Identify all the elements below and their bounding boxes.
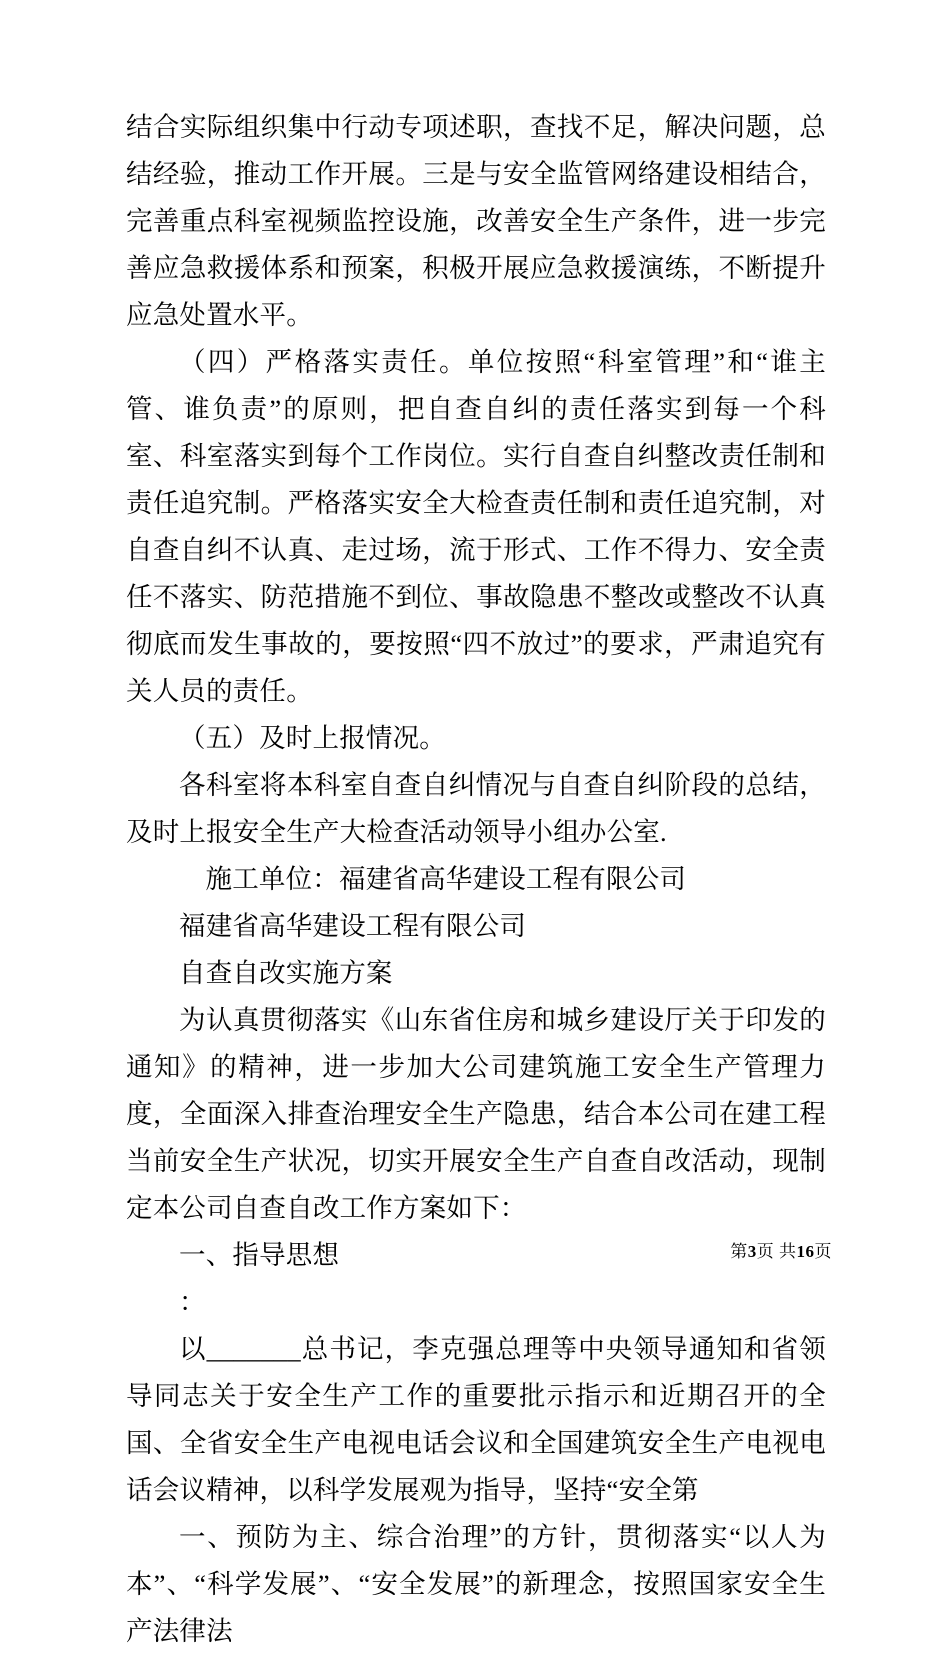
paragraph: （四）严格落实责任。单位按照“科室管理”和“谁主管、谁负责”的原则，把自查自纠的责任落实到每一个科室、科室落实到每个工作岗位。实行自查自纠整改责任制和责任追究制。严格落实安全大检查责任制和责任追究制，对自查自纠不认真、走过场，流于形式、工作不得力、安全责任不落实、防范措施不到位、事故隐患不整改或整改不认真彻底而发生事故的，要按照“四不放过”的要求，严肃追究有关人员的责任。 [126,347,826,706]
paragraph: （五）及时上报情况。 [179,723,446,753]
paragraph: 结合实际组织集中行动专项述职，查找不足，解决问题，总结经验，推动工作开展。三是与安全监管网络建设相结合，完善重点科室视频监控设施，改善安全生产条件，进一步完善应急救援体系和预案，积极开展应急救援演练，不断提升应急处置水平。 [126,112,826,330]
paragraph: ： [179,1287,206,1317]
paragraph: 自查自改实施方案 [179,958,393,988]
paragraph: 以_______总书记，李克强总理等中央领导通知和省领导同志关于安全生产工作的重要批示指示和近期召开的全国、全省安全生产电视电话会议和全国建筑安全生产电视电话会议精神，以科学发展观为指导，坚持“安全第 [126,1334,826,1505]
footer-total-pages: 16 [796,1242,815,1261]
paragraph: 为认真贯彻落实《山东省住房和城乡建设厅关于印发的通知》的精神，进一步加大公司建筑施工安全生产管理力度，全面深入排查治理安全生产隐患，结合本公司在建工程当前安全生产状况，切实开展安全生产自查自改活动，现制定本公司自查自改工作方案如下： [126,1005,826,1223]
page-footer [730,1237,832,1262]
document-body [126,104,826,1655]
footer-middle: 页 共 [756,1242,797,1261]
paragraph: 一、指导思想 [179,1240,340,1270]
paragraph: 各科室将本科室自查自纠情况与自查自纠阶段的总结，及时上报安全生产大检查活动领导小组办公室. [126,770,826,847]
paragraph: 一、预防为主、综合治理”的方针，贯彻落实“以人为本”、“科学发展”、“安全发展”的新理念，按照国家安全生产法律法 [126,1522,826,1646]
paragraph: 福建省高华建设工程有限公司 [179,911,527,941]
footer-prefix: 第 [730,1242,748,1261]
footer-page-number: 3 [747,1242,757,1261]
paragraph: 施工单位：福建省高华建设工程有限公司 [205,864,687,894]
footer-suffix: 页 [814,1242,832,1261]
